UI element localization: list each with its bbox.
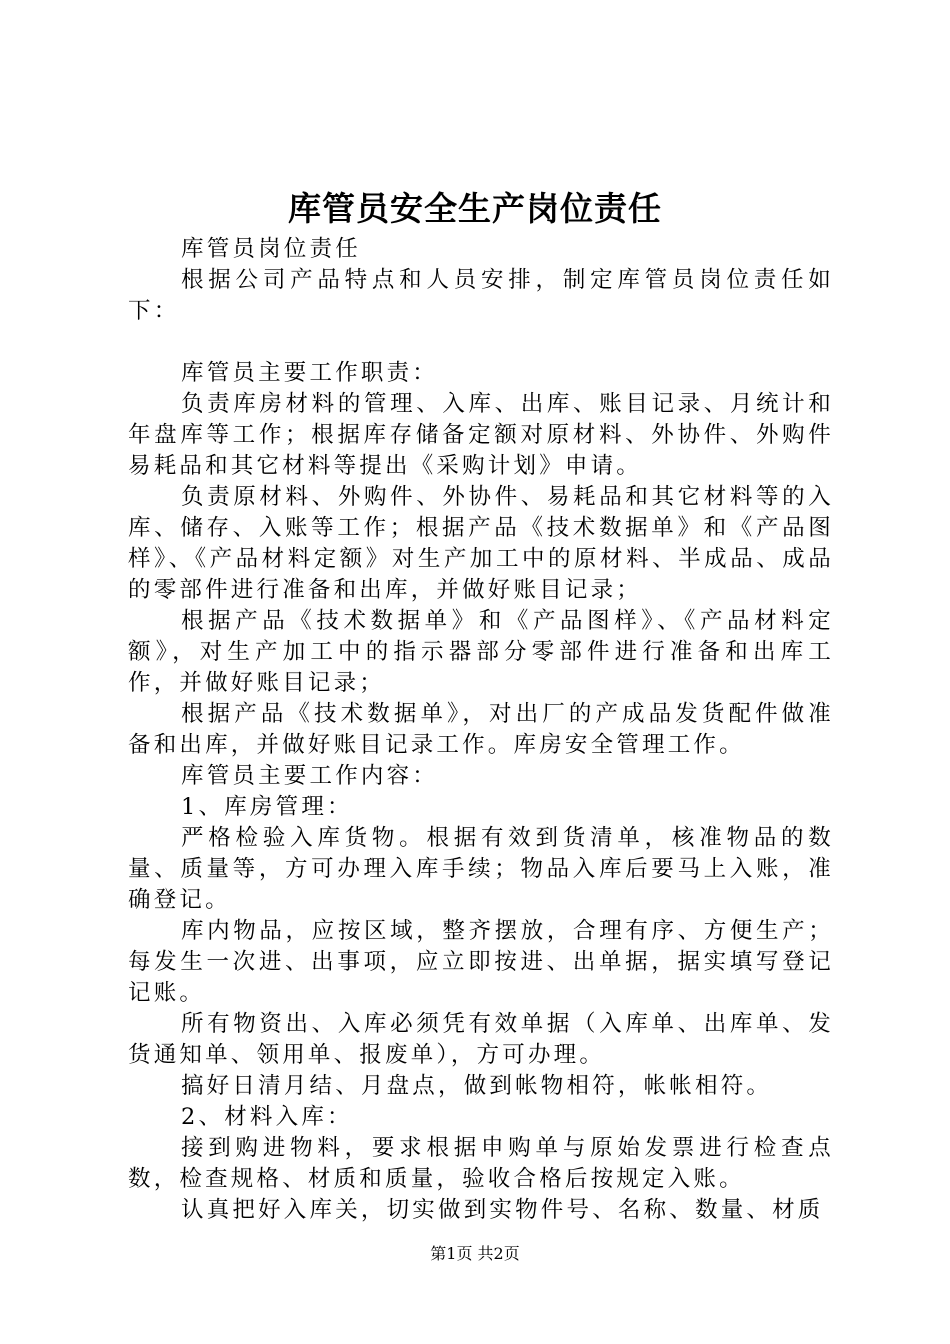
paragraph: 根据公司产品特点和人员安排，制定库管员岗位责任如下： [128, 267, 834, 324]
section-heading: 2、材料入库： [181, 1104, 353, 1130]
blank-paragraph [128, 327, 834, 358]
document-title: 库管员安全生产岗位责任 [288, 189, 662, 228]
section-heading: 1、库房管理： [181, 794, 353, 820]
paragraph: 认真把好入库关，切实做到实物件号、名称、数量、材质 [181, 1197, 824, 1223]
paragraph: 负责库房材料的管理、入库、出库、账目记录、月统计和年盘库等工作；根据库存储备定额对原材料、外协件、外购件易耗品和其它材料等提出《采购计划》申请。 [128, 391, 834, 479]
page-number-footer: 第1页 共2页 [430, 1244, 520, 1263]
paragraph: 严格检验入库货物。根据有效到货清单，核准物品的数量、质量等，方可办理入库手续；物品入库后要马上入账，准确登记。 [128, 825, 834, 913]
paragraph: 所有物资出、入库必须凭有效单据（入库单、出库单、发货通知单、领用单、报废单），方可办理。 [128, 1011, 834, 1068]
paragraph: 负责原材料、外购件、外协件、易耗品和其它材料等的入库、储存、入账等工作；根据产品《技术数据单》和《产品图样》、《产品材料定额》对生产加工中的原材料、半成品、成品的零部件进行准备和出库，并做好账目记录； [128, 484, 834, 603]
paragraph: 根据产品《技术数据单》，对出厂的产成品发货配件做准备和出库，并做好账目记录工作。库房安全管理工作。 [128, 701, 834, 758]
paragraph: 库管员主要工作职责： [181, 360, 439, 386]
paragraph: 接到购进物料，要求根据申购单与原始发票进行检查点数，检查规格、材质和质量，验收合格后按规定入账。 [128, 1135, 834, 1192]
paragraph: 库内物品，应按区域，整齐摆放，合理有序、方便生产；每发生一次进、出事项，应立即按进、出单据，据实填写登记记账。 [128, 918, 834, 1006]
document-body [128, 234, 834, 1226]
paragraph: 搞好日清月结、月盘点，做到帐物相符，帐帐相符。 [181, 1073, 773, 1099]
paragraph: 根据产品《技术数据单》和《产品图样》、《产品材料定额》，对生产加工中的指示器部分零部件进行准备和出库工作，并做好账目记录； [128, 608, 834, 696]
paragraph: 库管员岗位责任 [181, 236, 361, 262]
paragraph: 库管员主要工作内容： [181, 763, 439, 789]
